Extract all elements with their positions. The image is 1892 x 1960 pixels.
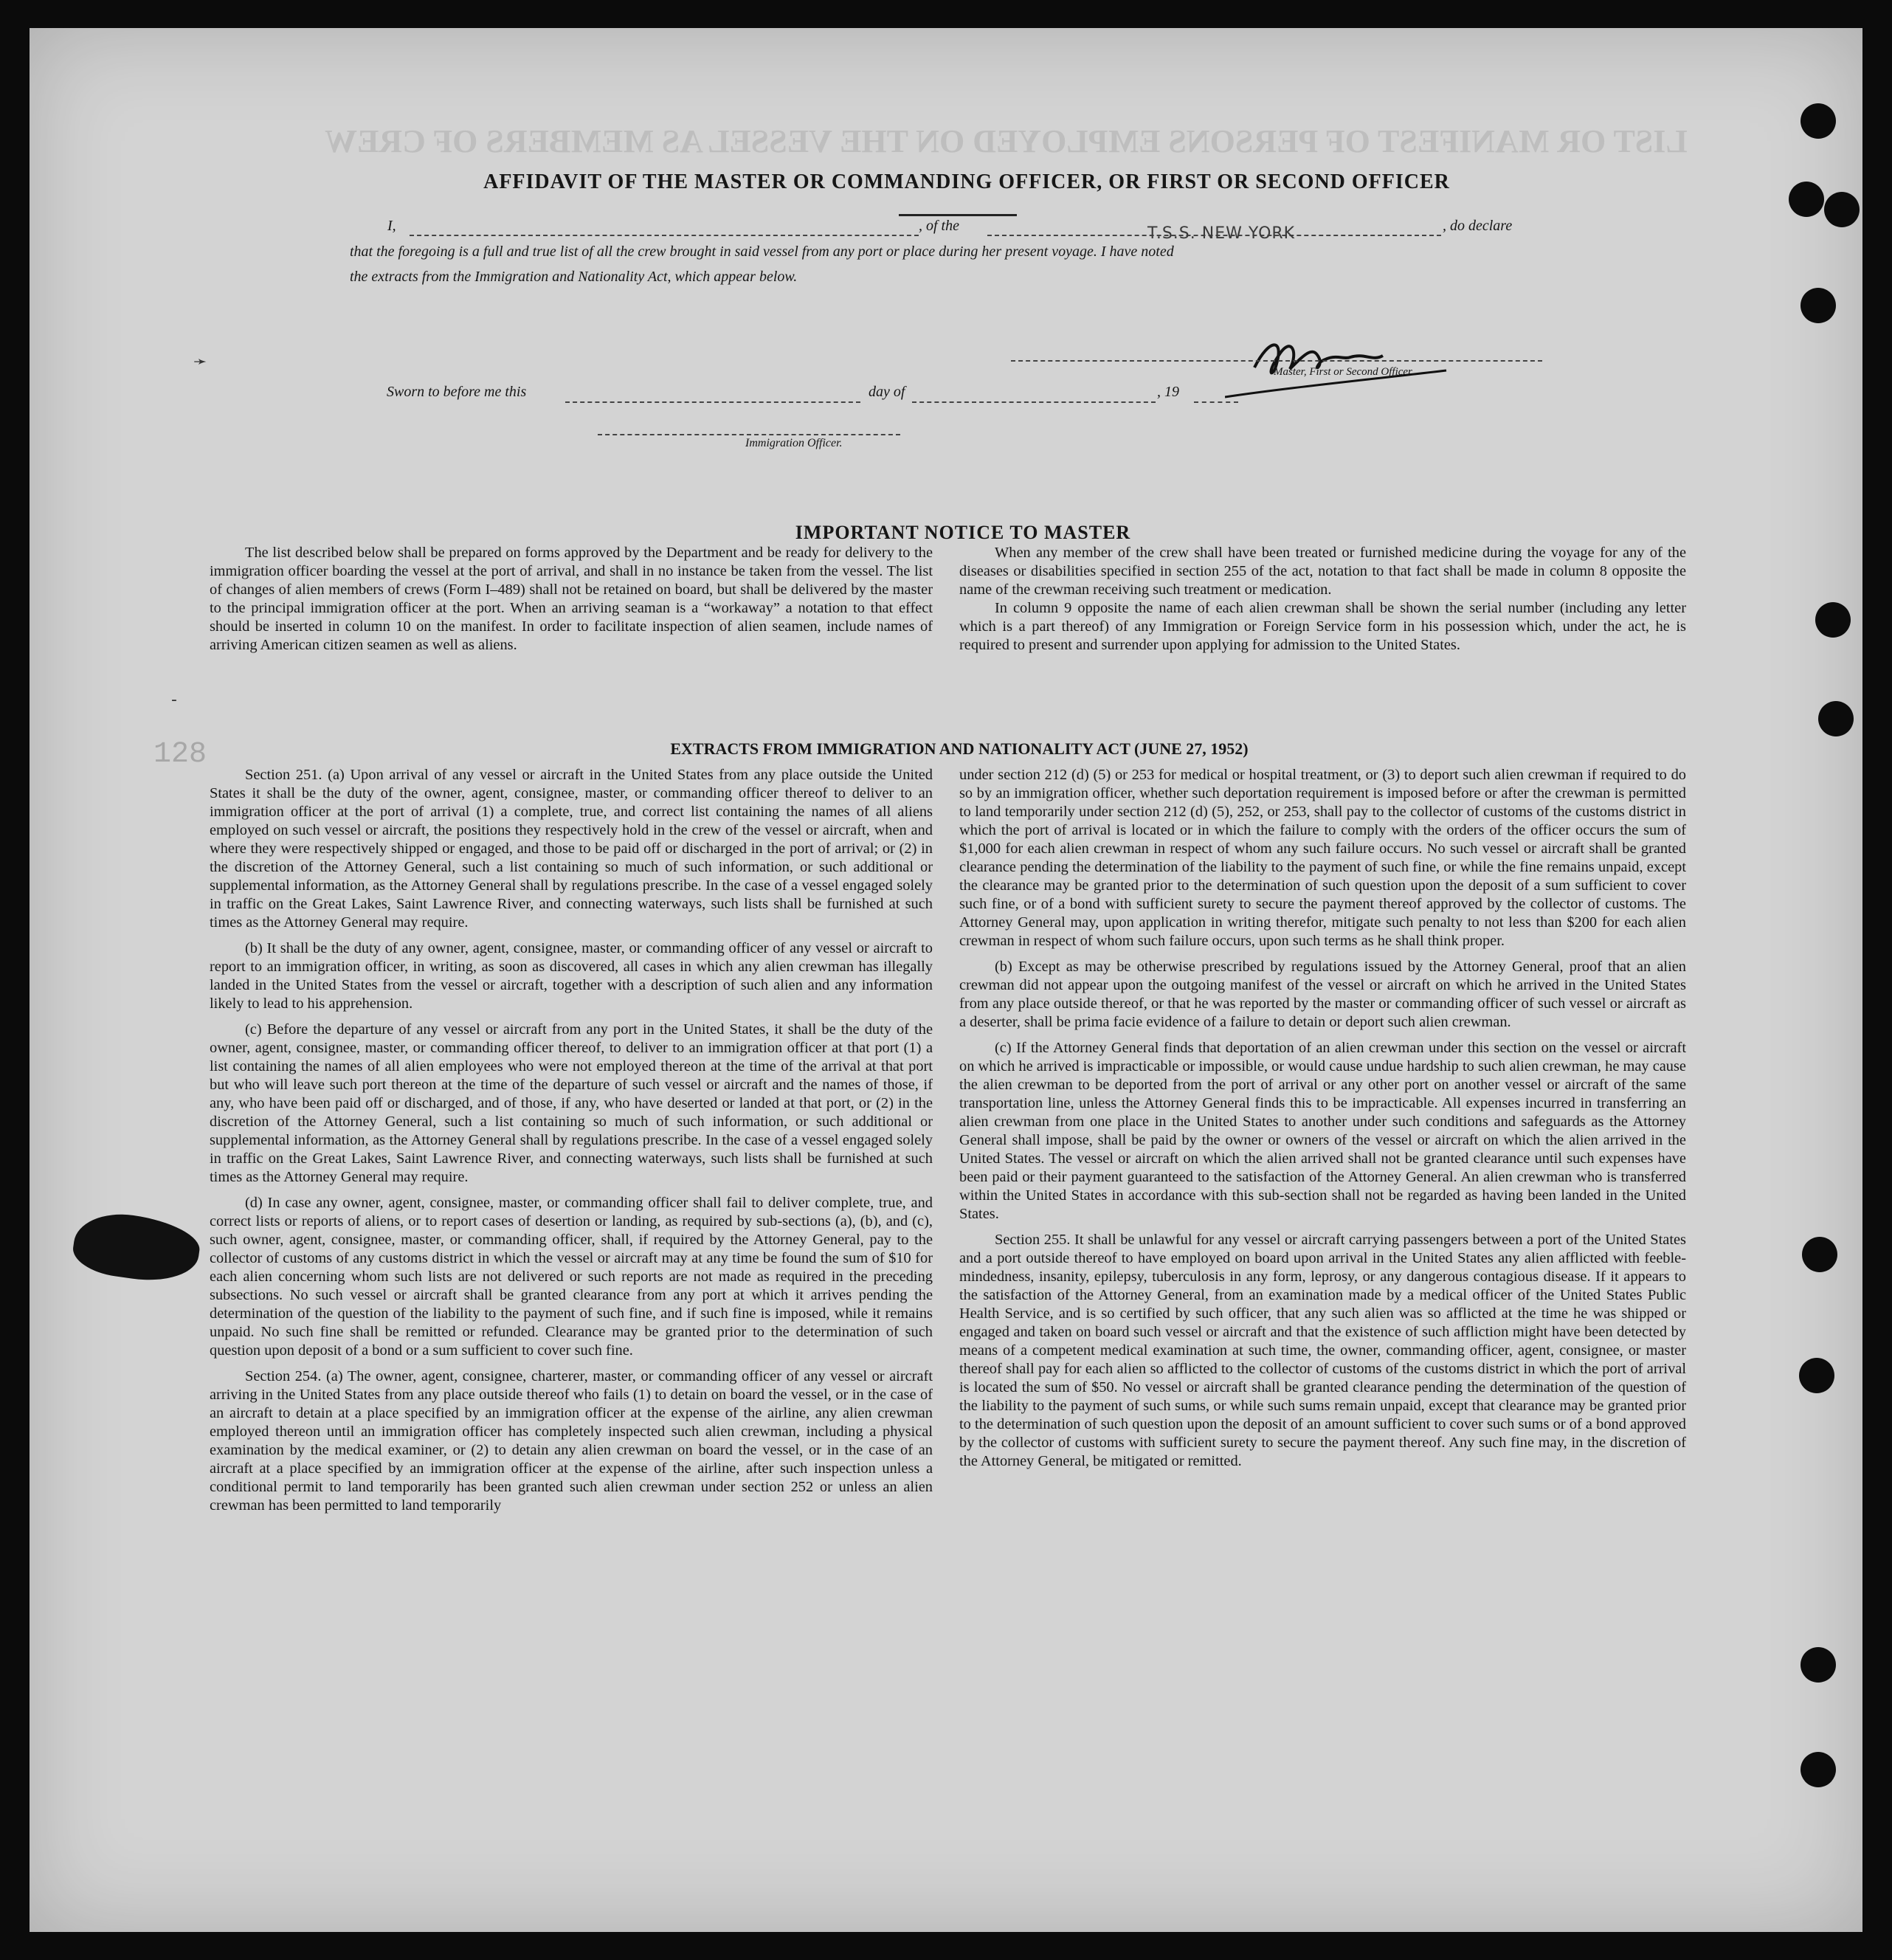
- binder-hole: [1824, 192, 1860, 227]
- year-label: , 19: [1157, 384, 1179, 400]
- notice-title: IMPORTANT NOTICE TO MASTER: [795, 522, 1131, 543]
- notice-right-paragraph-2: In column 9 opposite the name of each alien crewman shall be shown the serial number (including any letter which is a part thereof) of any Immigration or Foreign Service form in his possession which, under the act, he is required to present and surrender upon applying for admission to the United States.: [959, 600, 1686, 653]
- title-rule: [899, 214, 1017, 216]
- section-254a: Section 254. (a) The owner, agent, consignee, charterer, master, or commanding officer of any vessel or aircraft arriving in the United States from any place outside thereof who fails (1) to detain on board the vessel, or in the case of an aircraft to detain at a place specified by an immigration officer at the expense of the airline, any alien crewman employed thereon until an immigration officer has completely inspected such alien crewman, including a physical examination by the medical examiner, or (2) to detain any alien crewman on board the vessel, or in the case of an aircraft at a place specified by an immigration officer at the expense of the airline, after such inspection unless a conditional permit to land temporarily has been granted such alien crewman under section 252 or unless an alien crewman has been permitted to land temporarily: [210, 1368, 933, 1514]
- section-255: Section 255. It shall be unlawful for any vessel or aircraft carrying passengers between a port of the United States and a port outside thereof to have employed on board upon arrival in the United States any alien afflicted with feeble-mindedness, insanity, epilepsy, tuberculosis in any form, leprosy, or any dangerous contagious disease. If it appears to the satisfaction of the Attorney General, from an examination made by a medical officer of the United States Public Health Service, and is so certified by such officer, that any such alien was so afflicted at the time he was shipped or engaged and taken on board such vessel or aircraft and that the existence of such affliction might have been detected by means of a competent medical examination at such time, the owner, commanding officer, agent, consignee, or master thereof shall pay for each alien so afflicted to the collector of customs of the customs district in which the port of arrival is located the sum of $50. No vessel or aircraft shall be granted clearance pending the determination of the question of the liability to the payment of such sums, or while such sums remain unpaid, except that clearance may be granted prior to the determination of such question upon the deposit of an amount sufficient to cover such sums or of a bond approved by the collector of customs with sufficient surety to secure the payment thereof. Any such fine may, in the discretion of the Attorney General, be mitigated or remitted.: [959, 1232, 1686, 1469]
- day-of-label: day of: [869, 384, 905, 400]
- master-caption: Master, First or Second Officer.: [1274, 366, 1414, 378]
- bleed-through-header: LIST OR MANIFEST OF PERSONS EMPLOYED ON THE VESSEL AS MEMBERS OF CREW: [325, 123, 1688, 159]
- sworn-label: Sworn to before me this: [387, 384, 527, 400]
- master-signature-field: [1011, 360, 1542, 362]
- notice-right-paragraph-1: When any member of the crew shall have been treated or furnished medicine during the voyage for any of the diseases or disabilities specified in section 255 of the act, notation to that fact shall be made in column 8 opposite the name of the crewman receiving such treatment or medication.: [959, 545, 1686, 598]
- notice-left-paragraph: The list described below shall be prepared on forms approved by the Department and be ready for delivery to the immigration officer boarding the vessel at the port of arrival, and shall in no instance be taken from the vessel. The list of changes of alien members of crews (Form I–489) shall not be retained on board, but shall be delivered by the master to the principal immigration officer at the port. When an arriving seaman is a “workaway” a notation to that effect should be inserted in column 10 on the manifest. In order to facilitate inspection of alien seamen, include names of arriving American citizen seamen as well as aliens.: [210, 545, 933, 653]
- vessel-name-stamp: T.S.S. NEW YORK: [1147, 224, 1296, 243]
- sworn-day-field: [565, 401, 860, 403]
- binder-hole: [1800, 1647, 1836, 1683]
- do-declare-label: , do declare: [1443, 218, 1513, 234]
- sworn-month-field: [912, 401, 1156, 403]
- binder-hole: [1800, 288, 1836, 323]
- section-254c: (c) If the Attorney General finds that deportation of an alien crewman under this section on the vessel or aircraft on which he arrived is impracticable or impossible, or would cause undue hardship to such alien crewman, he may cause the alien crewman to be deported from the port of arrival or any other port on another vessel or aircraft of the same transportation line, unless the Attorney General finds this to be impracticable. All expenses incurred in transferring an alien crewman from one place in the United States to another under such conditions and safeguards as the Attorney General shall impose, shall be paid by the owner or owners of the vessel or aircraft on which the alien arrived in the United States. The vessel or aircraft on which the alien arrived shall not be granted clearance until such expenses have been paid or their payment guaranteed to the satisfaction of the Attorney General. An alien crewman who is transferred within the United States in accordance with this sub-section shall not be regarded as having been landed in the United States.: [959, 1040, 1686, 1222]
- declaration-line-1: that the foregoing is a full and true list of all the crew brought in said vessel from any port or place during her present voyage. I have noted: [350, 244, 1174, 260]
- of-the-label: , of the: [919, 218, 959, 234]
- binder-hole: [1789, 182, 1824, 217]
- binder-hole: [1818, 701, 1854, 736]
- section-251b: (b) It shall be the duty of any owner, agent, consignee, master, or commanding officer of any vessel or aircraft to report to an immigration officer, in writing, as soon as discovered, all cases in which any alien crewman has illegally landed in the United States from the vessel or aircraft, together with a description of such alien and any information likely to lead to his apprehension.: [210, 940, 933, 1012]
- extracts-title: EXTRACTS FROM IMMIGRATION AND NATIONALITY ACT (JUNE 27, 1952): [670, 739, 1249, 758]
- declaration-line-2: the extracts from the Immigration and Nationality Act, which appear below.: [350, 269, 798, 285]
- immigration-officer-field: [598, 434, 900, 435]
- section-251a: Section 251. (a) Upon arrival of any vessel or aircraft in the United States from any place outside the United States it shall be the duty of the owner, agent, consignee, master, or commanding officer thereof to deliver to an immigration officer at the port of arrival (1) a complete, true, and correct list containing the names of all aliens employed on such vessel or aircraft, the positions they respectively hold in the crew of the vessel or aircraft, when and where they were respectively shipped or engaged, and those to be paid off or discharged in the port of arrival; or (2) in the discretion of the Attorney General, such a list containing so much of such information, or such additional or supplemental information, as the Attorney General shall by regulations prescribe. In the case of a vessel engaged solely in traffic on the Great Lakes, Saint Lawrence River, and connecting waterways, such lists shall be furnished at such times as the Attorney General may require.: [210, 767, 933, 931]
- section-251c: (c) Before the departure of any vessel or aircraft from any port in the United States, it shall be the duty of the owner, agent, consignee, master, or commanding officer thereof, to deliver to an immigration officer at that port (1) a list containing the names of all alien employees who were not employed thereon at the time of the arrival at that port but who will leave such port thereon at the time of the departure of such vessel or aircraft and the names of those, if any, who have been paid off or discharged, and of those, if any, who have deserted or landed at that port, or (2) in the discretion of the Attorney General, such a list containing so much of such information, or such additional or supplemental information, as the Attorney General shall by regulations prescribe. In the case of a vessel engaged solely in traffic on the Great Lakes, Saint Lawrence River, and connecting waterways, such lists shall be furnished at such times as the Attorney General may require.: [210, 1021, 933, 1185]
- binder-hole: [1800, 1752, 1836, 1787]
- document-page: [30, 28, 1862, 1932]
- binder-hole: [1799, 1358, 1834, 1393]
- binder-hole: [1815, 602, 1851, 638]
- section-251d: (d) In case any owner, agent, consignee, master, or commanding officer shall fail to deliver complete, true, and correct lists or reports of aliens, or to report cases of desertion or landing, as required by sub-sections (a), (b), and (c), such owner, agent, consignee, master, or commanding officer, shall, if required by the Attorney General, pay to the collector of customs of any customs district in which the vessel or aircraft may at any time be found the sum of $10 for each alien concerning whom such lists are not delivered or such reports are not made as required in the preceding subsections. No such vessel or aircraft shall be granted clearance from any port at which it arrives pending the determination of the question of the liability to the payment of such fine, and if such fine is imposed, while it remains unpaid. No such fine shall be remitted or refunded. Clearance may be granted prior to the determination of such question upon deposit of a bond or a sum sufficient to cover such fine.: [210, 1195, 933, 1359]
- sworn-year-field: [1194, 401, 1238, 403]
- section-254a-continued: under section 212 (d) (5) or 253 for medical or hospital treatment, or (3) to deport such alien crewman if required to do so by an immigration officer, whether such deportation requirement is imposed before or after the crewman is permitted to land temporarily under section 212 (d) (5), 252, or 253, shall pay to the collector of customs of the customs district in which the port of arrival is located or in which the failure to comply with the orders of the officer occurs the sum of $1,000 for each alien crewman in respect of whom any such failure occurs. No such vessel or aircraft shall be granted clearance pending the determination of the liability to the payment of such fine, or while the fine remains unpaid, except the clearance may be granted prior to the determination of such question upon the deposit of a sum sufficient to cover such fine, or of a bond with sufficient surety to secure the payment thereof approved by the collector of customs. The Attorney General may, upon application in writing therefor, mitigate such penalty to not less than $200 for each alien crewman in respect of whom such failure occurs, upon such terms as he shall think proper.: [959, 767, 1686, 949]
- margin-dash-mark: -: [171, 691, 177, 709]
- immigration-officer-caption: Immigration Officer.: [745, 437, 843, 449]
- master-signature: [1225, 323, 1520, 404]
- affidavit-title: AFFIDAVIT OF THE MASTER OR COMMANDING OFFICER, OR FIRST OR SECOND OFFICER: [483, 170, 1450, 193]
- extracts-right-column: [959, 766, 1686, 1478]
- margin-arrow-mark: ➛: [193, 353, 207, 371]
- extracts-left-column: [210, 766, 933, 1522]
- binder-hole: [1800, 103, 1836, 139]
- binder-hole: [1802, 1237, 1837, 1272]
- ink-blot: [70, 1208, 203, 1288]
- affiant-label: I,: [387, 218, 396, 234]
- section-254b: (b) Except as may be otherwise prescribed by regulations issued by the Attorney General, proof that an alien crewman did not appear upon the outgoing manifest of the vessel or aircraft on which he arrived in the United States from any place outside thereof, or that he was reported by the master or commanding officer of such vessel or aircraft as a deserter, shall be prima facie evidence of a failure to detain or deport such alien crewman.: [959, 959, 1686, 1030]
- notice-left-column: [210, 544, 933, 662]
- affiant-name-field: [410, 235, 919, 236]
- page-number-mark: 128: [153, 738, 207, 771]
- notice-right-column: [959, 544, 1686, 662]
